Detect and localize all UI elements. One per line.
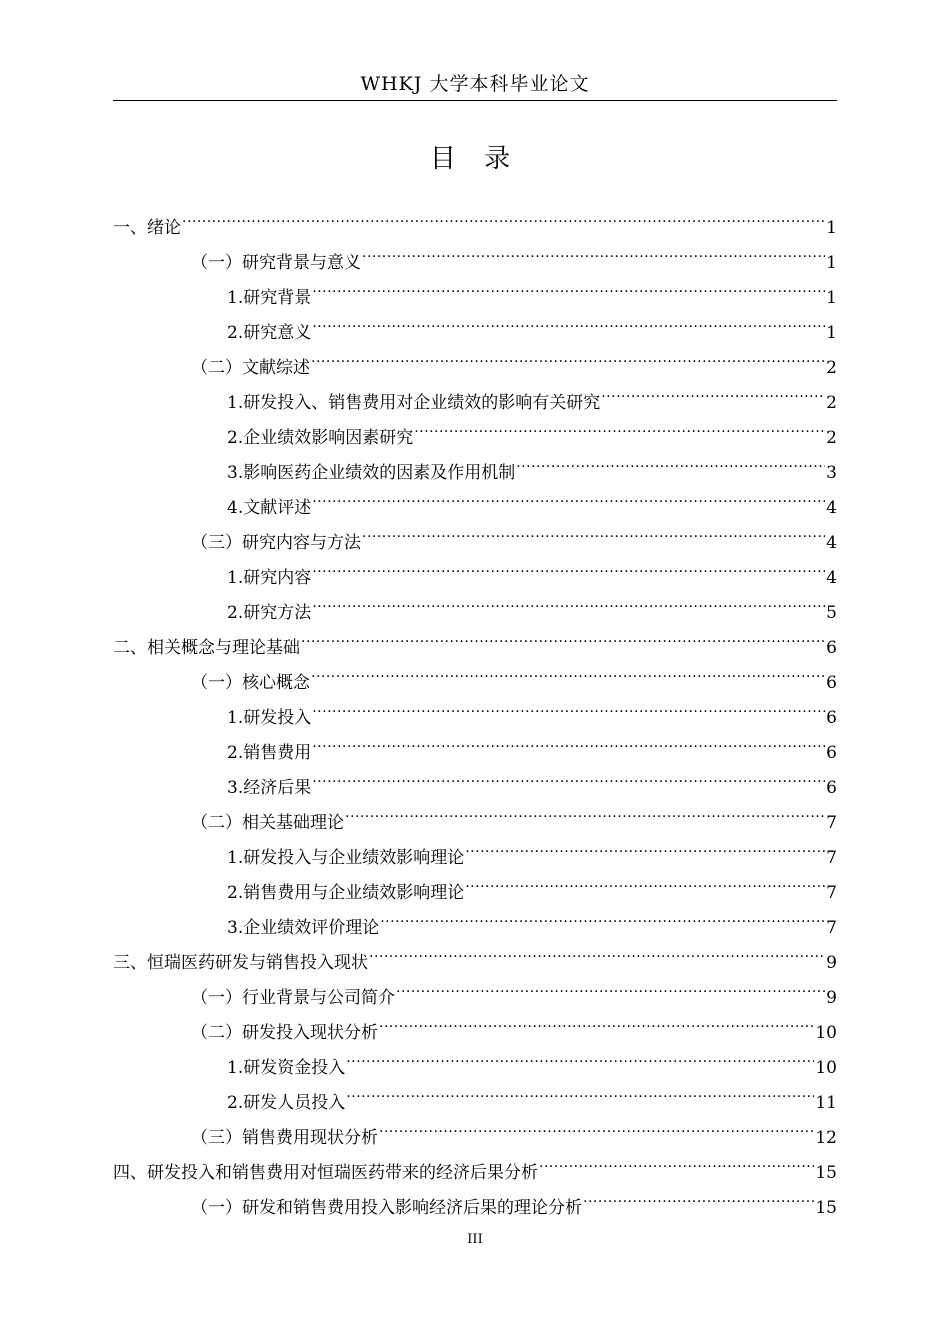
toc-entry-label: 2.企业绩效影响因素研究: [227, 428, 414, 448]
toc-dot-leader: [345, 793, 825, 828]
toc-entry-page: 15: [815, 1198, 837, 1218]
toc-entry-label: 二、相关概念与理论基础: [113, 638, 300, 658]
toc-entry-label: （二）研发投入现状分析: [191, 1023, 378, 1043]
toc-entry[interactable]: [113, 793, 837, 833]
toc-dot-leader: [583, 1178, 814, 1213]
toc-entry-page: 2: [826, 393, 837, 413]
toc-dot-leader: [362, 513, 825, 548]
toc-entry-label: （一）核心概念: [191, 673, 310, 693]
toc-entry[interactable]: [113, 933, 837, 973]
toc-entry[interactable]: [113, 898, 837, 938]
toc-entry-label: 1.研发投入: [227, 708, 312, 728]
toc-entry-label: 2.研究方法: [227, 603, 312, 623]
toc-entry-page: 9: [826, 953, 837, 973]
toc-entry[interactable]: [113, 198, 837, 238]
toc-entry-label: 1.研究内容: [227, 568, 312, 588]
toc-entry-page: 1: [826, 323, 837, 343]
toc-entry-page: 7: [826, 883, 837, 903]
toc-entry-page: 7: [826, 813, 837, 833]
toc-entry[interactable]: [113, 513, 837, 553]
toc-entry-label: 1.研发投入与企业绩效影响理论: [227, 848, 465, 868]
toc-entry-page: 3: [826, 463, 837, 483]
toc-dot-leader: [362, 233, 825, 268]
toc-dot-leader: [414, 408, 825, 443]
toc-entry-label: 2.研发人员投入: [227, 1093, 346, 1113]
header-text: WHKJ 大学本科毕业论文: [360, 73, 590, 95]
toc-entry[interactable]: [113, 723, 837, 763]
toc-dot-leader: [346, 1073, 814, 1108]
toc-entry[interactable]: [113, 1108, 837, 1148]
toc-entry-label: 3.企业绩效评价理论: [227, 918, 380, 938]
toc-entry-page: 12: [815, 1128, 837, 1148]
toc-dot-leader: [312, 303, 825, 338]
toc-entry-label: （三）研究内容与方法: [191, 533, 361, 553]
toc-entry-label: （一）研究背景与意义: [191, 253, 361, 273]
toc-entry-page: 10: [815, 1023, 837, 1043]
page-footer: [0, 1232, 950, 1247]
toc-dot-leader: [312, 583, 825, 618]
toc-entry-label: 四、研发投入和销售费用对恒瑞医药带来的经济后果分析: [113, 1163, 538, 1183]
table-of-contents: [113, 198, 837, 1218]
toc-entry-page: 2: [826, 428, 837, 448]
toc-entry[interactable]: [113, 1073, 837, 1113]
toc-entry[interactable]: [113, 338, 837, 378]
toc-entry-page: 15: [815, 1163, 837, 1183]
toc-dot-leader: [601, 373, 825, 408]
toc-dot-leader: [182, 198, 825, 233]
toc-entry-page: 4: [826, 533, 837, 553]
toc-entry[interactable]: [113, 863, 837, 903]
toc-entry-page: 10: [815, 1058, 837, 1078]
toc-entry-page: 1: [826, 253, 837, 273]
toc-entry-page: 7: [826, 848, 837, 868]
toc-dot-leader: [312, 548, 825, 583]
toc-entry[interactable]: [113, 478, 837, 518]
toc-entry-page: 6: [826, 743, 837, 763]
toc-entry-label: 2.销售费用: [227, 743, 312, 763]
toc-dot-leader: [465, 828, 825, 863]
toc-entry-label: （二）文献综述: [191, 358, 310, 378]
toc-entry-label: 2.销售费用与企业绩效影响理论: [227, 883, 465, 903]
toc-entry-page: 4: [826, 498, 837, 518]
toc-entry-page: 7: [826, 918, 837, 938]
toc-entry-label: 一、绪论: [113, 218, 181, 238]
toc-entry-label: 1.研究背景: [227, 288, 312, 308]
toc-dot-leader: [312, 478, 825, 513]
toc-entry[interactable]: [113, 583, 837, 623]
toc-entry-label: 1.研发投入、销售费用对企业绩效的影响有关研究: [227, 393, 601, 413]
toc-entry[interactable]: [113, 443, 837, 483]
toc-dot-leader: [380, 898, 825, 933]
toc-title: 目 录: [429, 144, 521, 174]
toc-entry-page: 1: [826, 288, 837, 308]
toc-entry-page: 4: [826, 568, 837, 588]
toc-dot-leader: [379, 1003, 814, 1038]
toc-dot-leader: [396, 968, 825, 1003]
toc-entry[interactable]: [113, 408, 837, 448]
toc-entry-label: 1.研发资金投入: [227, 1058, 346, 1078]
toc-entry-label: 3.影响医药企业绩效的因素及作用机制: [227, 463, 516, 483]
toc-entry-page: 1: [826, 218, 837, 238]
toc-entry[interactable]: [113, 233, 837, 273]
toc-entry-page: 9: [826, 988, 837, 1008]
toc-dot-leader: [312, 723, 825, 758]
toc-entry-label: 2.研究意义: [227, 323, 312, 343]
toc-entry-label: （三）销售费用现状分析: [191, 1128, 378, 1148]
toc-dot-leader: [311, 653, 825, 688]
toc-entry-label: 4.文献评述: [227, 498, 312, 518]
toc-dot-leader: [516, 443, 825, 478]
toc-dot-leader: [346, 1038, 814, 1073]
toc-dot-leader: [465, 863, 825, 898]
toc-entry-page: 2: [826, 358, 837, 378]
toc-dot-leader: [312, 688, 825, 723]
page-header: [113, 70, 837, 101]
toc-dot-leader: [301, 618, 825, 653]
toc-entry-page: 6: [826, 673, 837, 693]
toc-dot-leader: [312, 268, 825, 303]
toc-entry-label: （二）相关基础理论: [191, 813, 344, 833]
toc-entry-label: （一）研发和销售费用投入影响经济后果的理论分析: [191, 1198, 582, 1218]
toc-entry-page: 6: [826, 638, 837, 658]
toc-dot-leader: [311, 338, 825, 373]
toc-entry-label: 3.经济后果: [227, 778, 312, 798]
toc-entry[interactable]: [113, 303, 837, 343]
toc-dot-leader: [369, 933, 825, 968]
toc-entry-page: 6: [826, 708, 837, 728]
toc-entry[interactable]: [113, 618, 837, 658]
toc-entry-page: 11: [815, 1093, 837, 1113]
toc-entry-page: 6: [826, 778, 837, 798]
toc-entry-page: 5: [826, 603, 837, 623]
toc-entry-label: 三、恒瑞医药研发与销售投入现状: [113, 953, 368, 973]
toc-entry-label: （一）行业背景与公司简介: [191, 988, 395, 1008]
toc-entry[interactable]: [113, 758, 837, 798]
page-number: III: [467, 1232, 483, 1247]
toc-dot-leader: [539, 1143, 814, 1178]
toc-dot-leader: [379, 1108, 814, 1143]
toc-dot-leader: [312, 758, 825, 793]
